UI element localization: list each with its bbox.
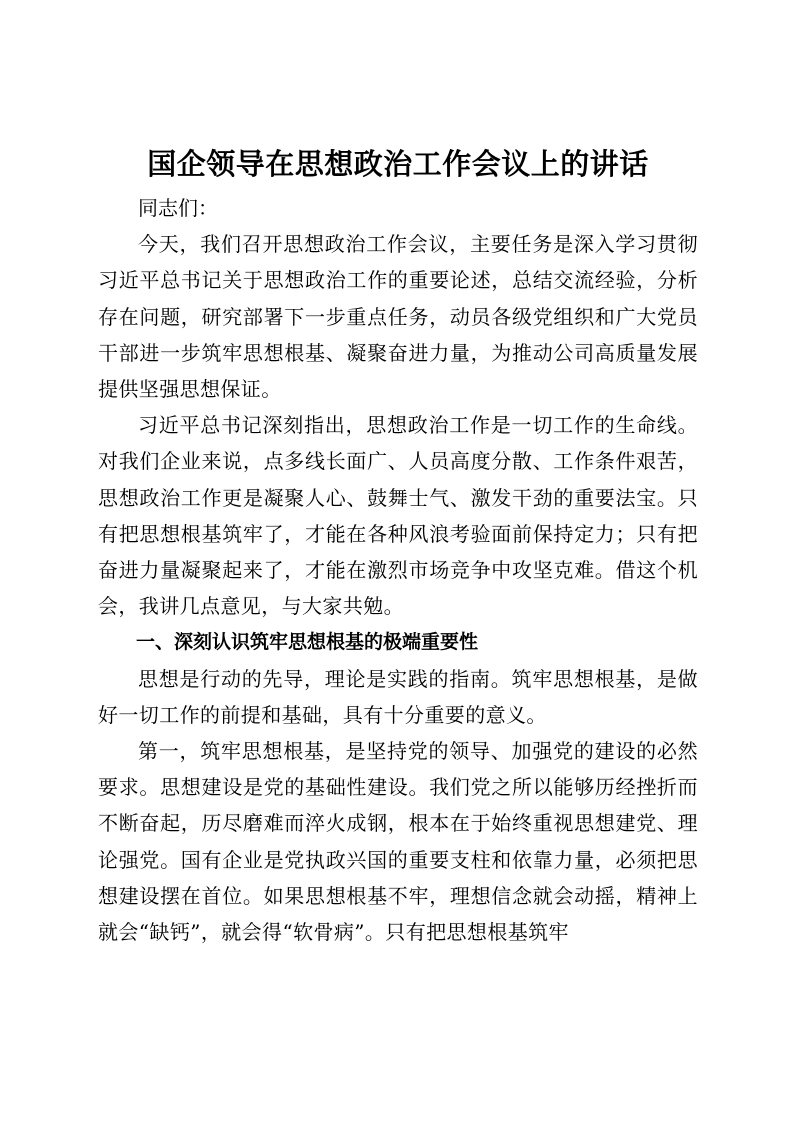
document-body [98, 140, 698, 950]
section-heading: 一、深刻认识筑牢思想根基的极端重要性 [136, 631, 479, 654]
paragraph-quote: 习近平总书记深刻指出，思想政治工作是一切工作的生命线。对我们企业来说，点多线长面广、人员高度分散、工作条件艰苦，思想政治工作更是凝聚人心、鼓舞士气、激发干劲的重要法宝。只有把思想根基筑牢了，才能在各种风浪考验面前保持定力；只有把奋进力量凝聚起来了，才能在激烈市场竞争中攻坚克难。借这个机会，我讲几点意见，与大家共勉。 [98, 413, 698, 619]
section-paragraph-2: 第一，筑牢思想根基，是坚持党的领导、加强党的建设的必然要求。思想建设是党的基础性建设。我们党之所以能够历经挫折而不断奋起，历尽磨难而淬火成钢，根本在于始终重视思想建党、理论强党。国有企业是党执政兴国的重要支柱和依靠力量，必须把思想建设摆在首位。如果思想根基不牢，理想信念就会动摇，精神上就会“缺钙”，就会得“软骨病”。只有把思想根基筑牢 [98, 739, 698, 945]
document-title: 国企领导在思想政治工作会议上的讲话 [147, 147, 649, 181]
greeting: 同志们： [138, 196, 218, 220]
section-paragraph-1: 思想是行动的先导，理论是实践的指南。筑牢思想根基，是做好一切工作的前提和基础，具有十分重要的意义。 [98, 666, 698, 727]
paragraph-intro: 今天，我们召开思想政治工作会议，主要任务是深入学习贯彻习近平总书记关于思想政治工作的重要论述，总结交流经验，分析存在问题，研究部署下一步重点任务，动员各级党组织和广大党员干部进一步筑牢思想根基、凝聚奋进力量，为推动公司高质量发展提供坚强思想保证。 [98, 232, 698, 402]
